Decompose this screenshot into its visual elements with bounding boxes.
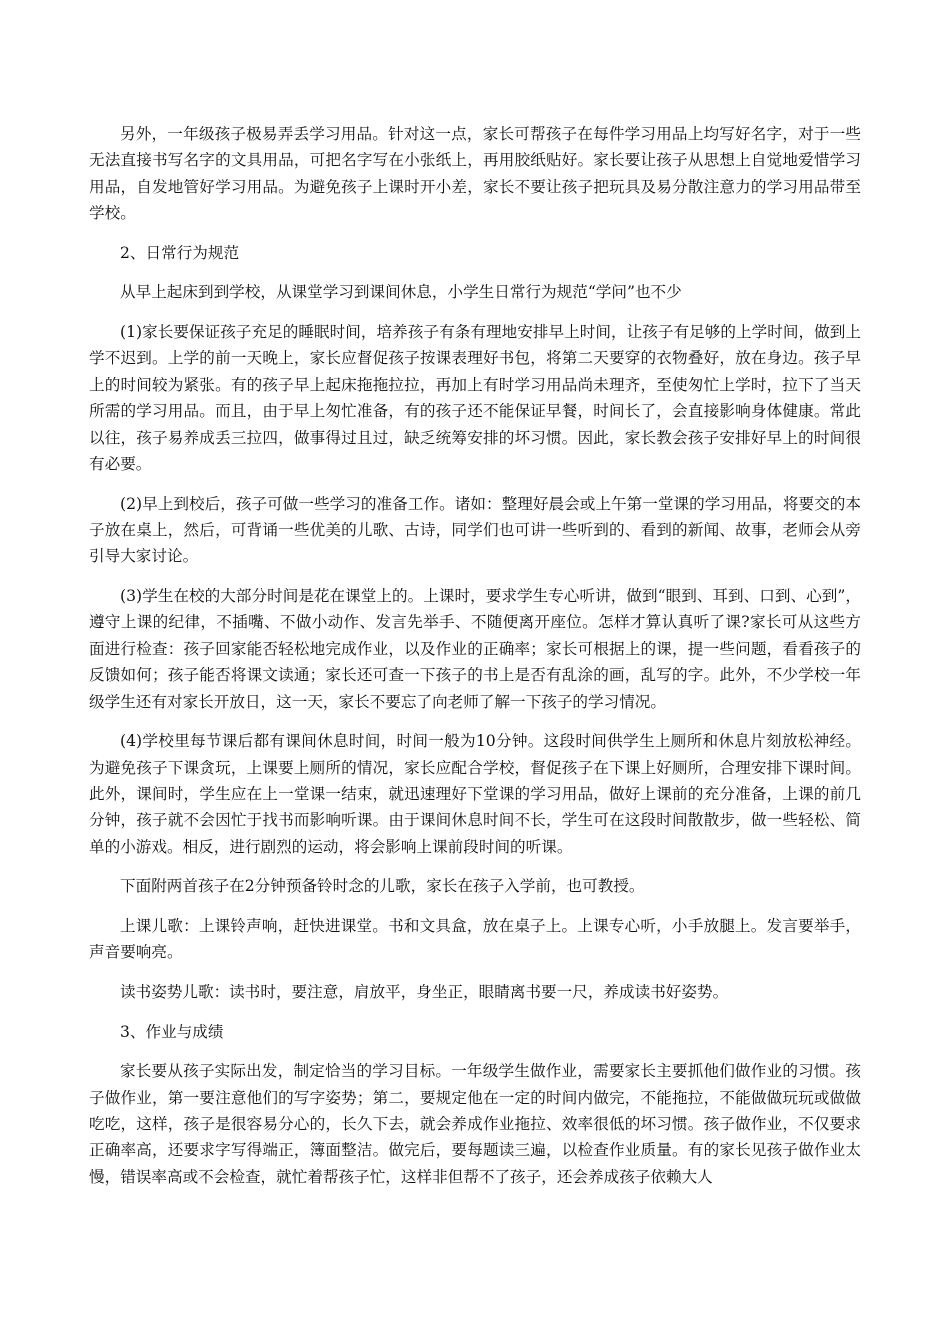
paragraph-class-rhyme: 上课儿歌：上课铃声响，赶快进课堂。书和文具盒，放在桌子上。上课专心听，小手放腿上。发言要举手，声音要响亮。 xyxy=(89,917,861,962)
paragraph-point-2: (2)早上到校后，孩子可做一些学习的准备工作。诸如：整理好晨会或上午第一堂课的学习用品，将要交的本子放在桌上，然后，可背诵一些优美的儿歌、古诗，同学们也可讲一些听到的、看到的新闻、故事，老师会从旁引导大家讨论。 xyxy=(89,494,861,566)
paragraph-point-3: (3)学生在校的大部分时间是花在课堂上的。上课时，要求学生专心听讲，做到“眼到、耳到、口到、心到”，遵守上课的纪律，不插嘴、不做小动作、发言先举手、不随便离开座位。怎样才算认真听了课?家长可从这些方面进行检查：孩子回家能否轻松地完成作业，以及作业的正确率；家长可根据上的课，提一些问题，看看孩子的反馈如何；孩子能否将课文读通；家长还可查一下孩子的书上是否有乱涂的画，乱写的字。此外，不少学校一年级学生还有对家长开放日，这一天，家长不要忘了向老师了解一下孩子的学习情况。 xyxy=(89,587,861,711)
paragraph-reading-posture-rhyme: 读书姿势儿歌：读书时，要注意，肩放平，身坐正，眼睛离书要一尺，养成读书好姿势。 xyxy=(120,983,729,1002)
paragraph-homework: 家长要从孩子实际出发，制定恰当的学习目标。一年级学生做作业，需要家长主要抓他们做作业的习惯。孩子做作业，第一要注意他们的写字姿势；第二，要规定他在一定的时间内做完，不能拖拉，不能做做玩玩或做做吃吃，这样，孩子是很容易分心的，长久下去，就会养成作业拖拉、效率很低的坏习惯。孩子做作业，不仅要求正确率高，还要求字写得端正，簿面整洁。做完后，要每题读三遍，以检查作业质量。有的家长见孩子做作业太慢，错误率高或不会检查，就忙着帮孩子忙，这样非但帮不了孩子，还会养成孩子依赖大人 xyxy=(89,1062,861,1186)
paragraph-behavior-intro: 从早上起床到到学校，从课堂学习到课间休息，小学生日常行为规范“学问”也不少 xyxy=(120,283,682,302)
paragraph-school-supplies: 另外，一年级孩子极易弄丢学习用品。针对这一点，家长可帮孩子在每件学习用品上均写好名字，对于一些无法直接书写名字的文具用品，可把名字写在小张纸上，再用胶纸贴好。家长要让孩子从思想上自觉地爱惜学习用品，自发地管好学习用品。为避免孩子上课时开小差，家长不要让孩子把玩具及易分散注意力的学习用品带至学校。 xyxy=(89,125,861,223)
document-body xyxy=(89,121,861,1203)
paragraph-rhymes-intro: 下面附两首孩子在2分钟预备铃时念的儿歌，家长在孩子入学前，也可教授。 xyxy=(120,877,645,896)
paragraph-point-4: (4)学校里每节课后都有课间休息时间，时间一般为10分钟。这段时间供学生上厕所和休息片刻放松神经。为避免孩子下课贪玩，上课要上厕所的情况，家长应配合学校，督促孩子在下课上好厕所，合理安排下课时间。此外，课间时，学生应在上一堂课一结束，就迅速理好下堂课的学习用品，做好上课前的充分准备，上课的前几分钟，孩子就不会因忙于找书而影响听课。由于课间休息时间不长，学生可在这段时间散散步，做一些轻松、简单的小游戏。相反，进行剧烈的运动，将会影响上课前段时间的听课。 xyxy=(89,732,861,856)
section-heading-daily-behavior: 2、日常行为规范 xyxy=(120,243,240,262)
section-heading-homework: 3、作业与成绩 xyxy=(120,1022,224,1041)
paragraph-point-1: (1)家长要保证孩子充足的睡眠时间，培养孩子有条有理地安排早上时间，让孩子有足够的上学时间，做到上学不迟到。上学的前一天晚上，家长应督促孩子按课表理好书包，将第二天要穿的衣物叠好，放在身边。孩子早上的时间较为紧张。有的孩子早上起床拖拖拉拉，再加上有时学习用品尚未理齐，至使匆忙上学时，拉下了当天所需的学习用品。而且，由于早上匆忙准备，有的孩子还不能保证早餐，时间长了，会直接影响身体健康。常此以往，孩子易养成丢三拉四，做事得过且过，缺乏统筹安排的坏习惯。因此，家长教会孩子安排好早上的时间很有必要。 xyxy=(89,323,861,474)
